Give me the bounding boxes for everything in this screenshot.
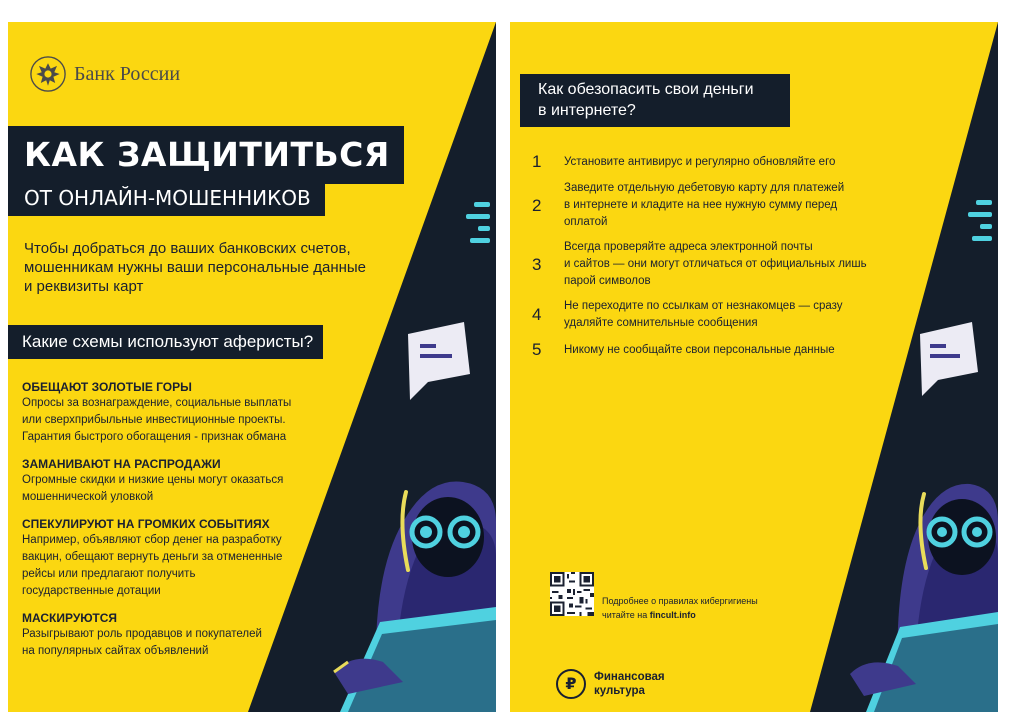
tip-item bbox=[532, 239, 892, 290]
bank-logo bbox=[30, 56, 180, 92]
tip-text-line: оплатой bbox=[564, 216, 608, 228]
scheme-desc-line: вакцин, обещают вернуть деньги за отмененные bbox=[22, 551, 283, 563]
tip-item bbox=[532, 298, 892, 332]
qr-code-icon[interactable] bbox=[550, 572, 594, 616]
tip-text-line: Заведите отдельную дебетовую карту для платежей bbox=[564, 182, 845, 194]
intro-line: Чтобы добраться до ваших банковских счетов, bbox=[24, 240, 351, 257]
fincult-link[interactable]: fincult.info bbox=[649, 610, 696, 620]
tip-item bbox=[532, 152, 892, 172]
fincult-name-line: Финансовая bbox=[594, 671, 665, 683]
scheme-desc-line: Гарантия быстрого обогащения - признак обмана bbox=[22, 431, 287, 443]
tip-text-line: Установите антивирус и регулярно обновляйте его bbox=[564, 155, 836, 168]
tip-text-line: в интернете и кладите на нее нужную сумму перед bbox=[564, 199, 838, 211]
intro-line: и реквизиты карт bbox=[24, 278, 144, 295]
scheme-item bbox=[22, 516, 352, 600]
scheme-desc-line: или сверхприбыльные инвестиционные проекты. bbox=[22, 414, 286, 426]
tip-number: 4 bbox=[532, 305, 542, 324]
tip-number: 1 bbox=[532, 152, 542, 171]
scheme-desc-line: государственные дотации bbox=[22, 585, 161, 597]
scheme-title: ЗАМАНИВАЮТ НА РАСПРОДАЖИ bbox=[22, 457, 221, 471]
schemes-list bbox=[22, 379, 352, 670]
scheme-desc-line: мошеннической уловкой bbox=[22, 491, 154, 503]
ruble-icon: ₽ bbox=[556, 669, 586, 699]
qr-note bbox=[602, 594, 758, 622]
tip-number: 3 bbox=[532, 254, 542, 274]
schemes-section-title: Какие схемы используют аферисты? bbox=[8, 325, 323, 359]
intro-text bbox=[24, 239, 384, 296]
safety-title-line: Как обезопасить свои деньги bbox=[538, 81, 754, 98]
scheme-item bbox=[22, 610, 352, 660]
tip-text-line: Всегда проверяйте адреса электронной почты bbox=[564, 241, 813, 253]
headline: КАК ЗАЩИТИТЬСЯ bbox=[8, 126, 404, 184]
safety-section-title bbox=[520, 74, 790, 127]
fincult-logo bbox=[556, 669, 665, 699]
left-page bbox=[8, 22, 496, 712]
tip-number: 5 bbox=[532, 340, 542, 359]
double-headed-eagle-icon bbox=[30, 56, 66, 92]
tip-text-line: Никому не сообщайте свои персональные данные bbox=[564, 343, 835, 356]
tip-text-line: Не переходите по ссылкам от незнакомцев — сразу bbox=[564, 300, 843, 312]
right-page bbox=[510, 22, 998, 712]
tips-list bbox=[532, 152, 892, 368]
qr-note-line: Подробнее о правилах кибергигиены bbox=[602, 596, 758, 606]
scheme-title: СПЕКУЛИРУЮТ НА ГРОМКИХ СОБЫТИЯХ bbox=[22, 517, 270, 531]
scheme-title: ОБЕЩАЮТ ЗОЛОТЫЕ ГОРЫ bbox=[22, 380, 192, 394]
scheme-desc-line: Опросы за вознаграждение, социальные выплаты bbox=[22, 397, 292, 409]
scheme-desc-line: Огромные скидки и низкие цены могут оказаться bbox=[22, 474, 284, 486]
tip-item bbox=[532, 180, 892, 231]
tip-number: 2 bbox=[532, 195, 542, 215]
scheme-desc-line: на популярных сайтах объявлений bbox=[22, 645, 209, 657]
scheme-desc-line: Разыгрывают роль продавцов и покупателей bbox=[22, 628, 262, 640]
tip-text-line: удаляйте сомнительные сообщения bbox=[564, 317, 758, 329]
bank-name: Банк России bbox=[74, 62, 181, 85]
scheme-desc-line: Например, объявляют сбор денег на разработку bbox=[22, 534, 282, 546]
tip-item bbox=[532, 340, 892, 360]
safety-title-line: в интернете? bbox=[538, 102, 636, 119]
tip-text-line: парой символов bbox=[564, 275, 651, 287]
qr-note-prefix: читайте на bbox=[602, 610, 650, 620]
scheme-item bbox=[22, 379, 352, 446]
tip-text-line: и сайтов — они могут отличаться от официальных лишь bbox=[564, 258, 867, 270]
scheme-item bbox=[22, 456, 352, 506]
scheme-desc-line: рейсы или предлагают получить bbox=[22, 568, 196, 580]
scheme-title: МАСКИРУЮТСЯ bbox=[22, 611, 117, 625]
headline-sub: ОТ ОНЛАЙН-МОШЕННИКОВ bbox=[8, 180, 325, 216]
fincult-name-line: культура bbox=[594, 685, 645, 697]
intro-line: мошенникам нужны ваши персональные данные bbox=[24, 259, 367, 276]
